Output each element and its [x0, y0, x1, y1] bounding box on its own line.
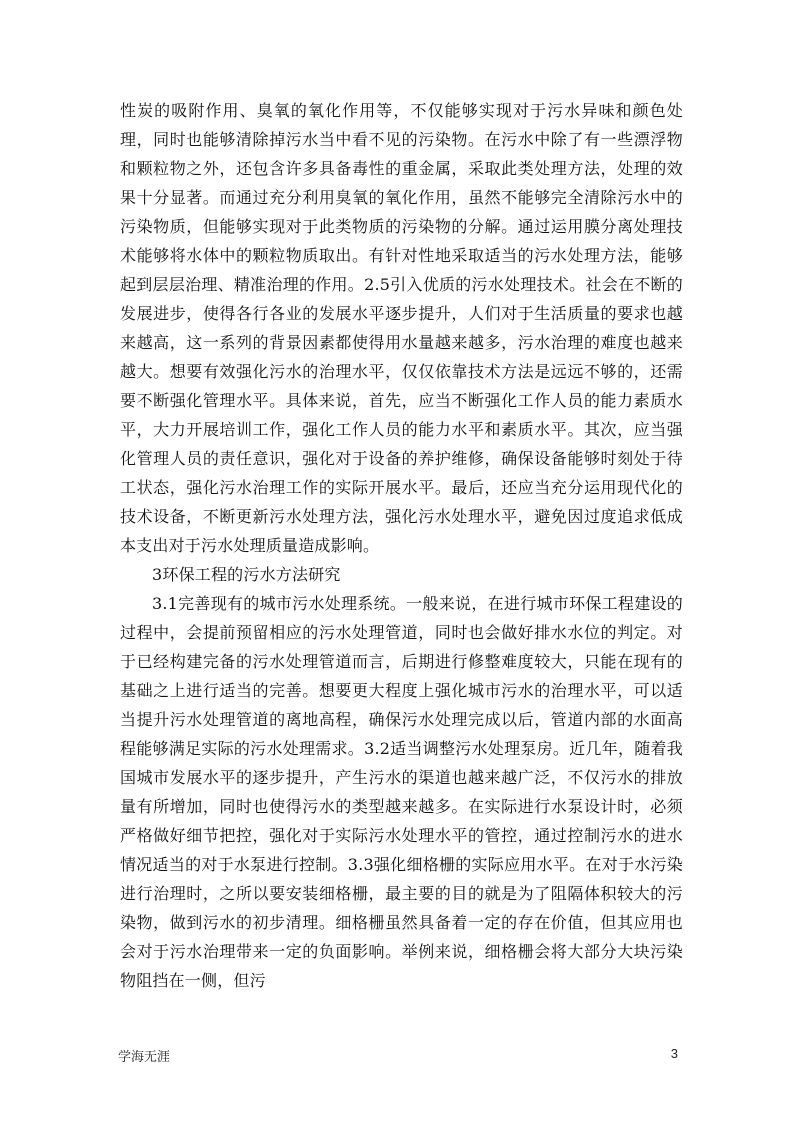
page-number: 3	[670, 1046, 678, 1061]
body-text	[120, 96, 683, 995]
paragraph: 3.1完善现有的城市污水处理系统。一般来说，在进行城市环保工程建设的过程中，会提前预留相应的污水处理管道，同时也会做好排水水位的判定。对于已经构建完备的污水处理管道而言，后期进行修整难度较大，只能在现有的基础之上进行适当的完善。想要更大程度上强化城市污水的治理水平，可以适当提升污水处理管道的离地高程，确保污水处理完成以后，管道内部的水面高程能够满足实际的污水处理需求。3.2适当调整污水处理泵房。近几年，随着我国城市发展水平的逐步提升，产生污水的渠道也越来越广泛，不仅污水的排放量有所增加，同时也使得污水的类型越来越多。在实际进行水泵设计时，必须严格做好细节把控，强化对于实际污水处理水平的管控，通过控制污水的进水情况适当的对于水泵进行控制。3.3强化细格栅的实际应用水平。在对于水污染进行治理时，之所以要安装细格栅，最主要的目的就是为了阻隔体积较大的污染物，做到污水的初步清理。细格栅虽然具备着一定的存在价值，但其应用也会对于污水治理带来一定的负面影响。举例来说，细格栅会将大部分大块污染物阻挡在一侧，但污	[120, 594, 683, 990]
paragraph-continued: 性炭的吸附作用、臭氧的氧化作用等，不仅能够实现对于污水异味和颜色处理，同时也能够清除掉污水当中看不见的污染物。在污水中除了有一些漂浮物和颗粒物之外，还包含许多具备毒性的重金属，采取此类处理方法，处理的效果十分显著。而通过充分利用臭氧的氧化作用，虽然不能够完全清除污水中的污染物质，但能够实现对于此类物质的污染物的分解。通过运用膜分离处理技术能够将水体中的颗粒物质取出。有针对性地采取适当的污水处理方法，能够起到层层治理、精准治理的作用。2.5引入优质的污水处理技术。社会在不断的发展进步，使得各行各业的发展水平逐步提升，人们对于生活质量的要求也越来越高，这一系列的背景因素都使得用水量越来越多，污水治理的难度也越来越大。想要有效强化污水的治理水平，仅仅依靠技术方法是远远不够的，还需要不断强化管理水平。具体来说，首先，应当不断强化工作人员的能力素质水平，大力开展培训工作，强化工作人员的能力水平和素质水平。其次，应当强化管理人员的责任意识，强化对于设备的养护维修，确保设备能够时刻处于待工状态，强化污水治理工作的实际开展水平。最后，还应当充分运用现代化的技术设备，不断更新污水处理方法，强化污水处理水平，避免因过度追求低成本支出对于污水处理质量造成影响。	[120, 101, 683, 555]
section-heading: 3环保工程的污水方法研究	[152, 565, 341, 584]
footer-text: 学海无涯	[118, 1050, 171, 1065]
